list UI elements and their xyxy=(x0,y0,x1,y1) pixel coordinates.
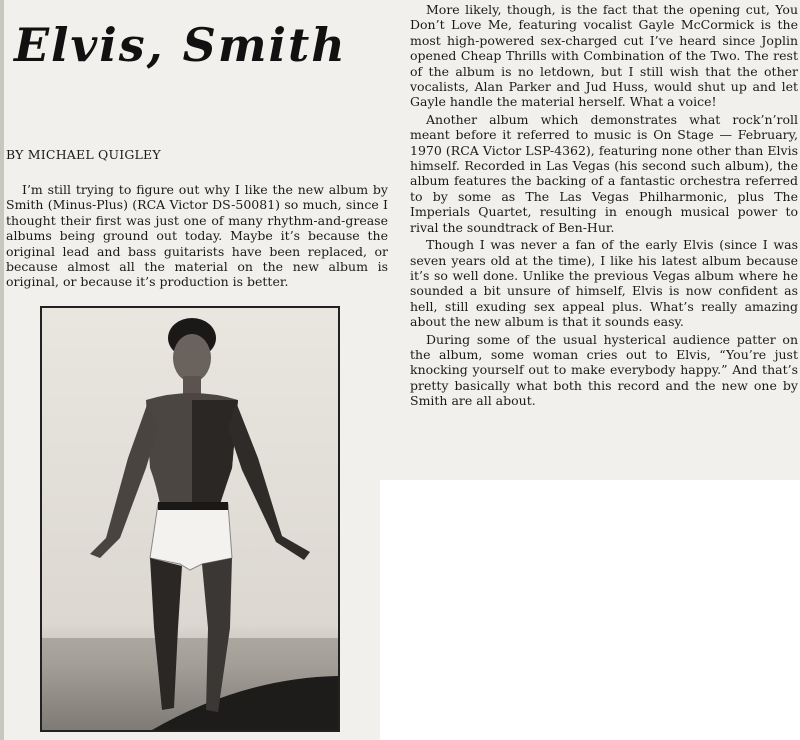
left-paragraph: I’m still trying to figure out why I like the new album by Smith (Minus-Plus) (RCA Victor DS-50081) so much, since I thought their first was just one of many rhythm-and-grease albums being ground out today. Maybe it’s because the original lead and bass guitarists have been replaced, or because almost all the material on the new album is original, or because it’s production is better. xyxy=(6,182,388,290)
right-column xyxy=(410,0,798,409)
scan-edge xyxy=(0,0,4,740)
headline: Elvis, Smith xyxy=(14,18,347,72)
elvis-photo xyxy=(40,306,340,732)
paragraph-audience-patter: During some of the usual hysterical audience patter on the album, some woman cries out to Elvis, “You’re just knocking yourself out to make everybody happy.” And that’s pretty basically what both this record and the new one by Smith are all about. xyxy=(410,331,798,409)
byline: BY MICHAEL QUIGLEY xyxy=(6,147,161,162)
elvis-figure-illustration xyxy=(42,308,338,730)
blank-area xyxy=(380,480,800,740)
paragraph-opening-cut: More likely, though, is the fact that the opening cut, You Don’t Love Me, featuring vocalist Gayle McCormick is the most high-powered sex-charged cut I’ve heard since Joplin opened Cheap Thrills with Combination of the Two. The rest of the album is no letdown, but I still wish that the other vocalists, Alan Parker and Jud Huss, would shut up and let Gayle handle the material herself. What a voice! xyxy=(410,2,798,110)
paragraph-on-stage: Another album which demonstrates what rock’n’roll meant before it referred to music is On Stage — February, 1970 (RCA Victor LSP-4362), featuring none other than Elvis himself. Recorded in Las Vegas (his second such album), the album features the backing of a fantastic orchestra referred to by some as The Las Vegas Philharmonic, plus The Imperials Quartet, resulting in enough musical power to rival the soundtrack of Ben-Hur. xyxy=(410,111,798,235)
paragraph-early-elvis: Though I was never a fan of the early Elvis (since I was seven years old at the time), I like his latest album because it’s so well done. Unlike the previous Vegas album where he sounded a bit unsure of himself, Elvis is now confident as hell, still exuding sex appeal plus. What’s really amazing about the new album is that it sounds easy. xyxy=(410,237,798,330)
left-column xyxy=(6,180,388,290)
